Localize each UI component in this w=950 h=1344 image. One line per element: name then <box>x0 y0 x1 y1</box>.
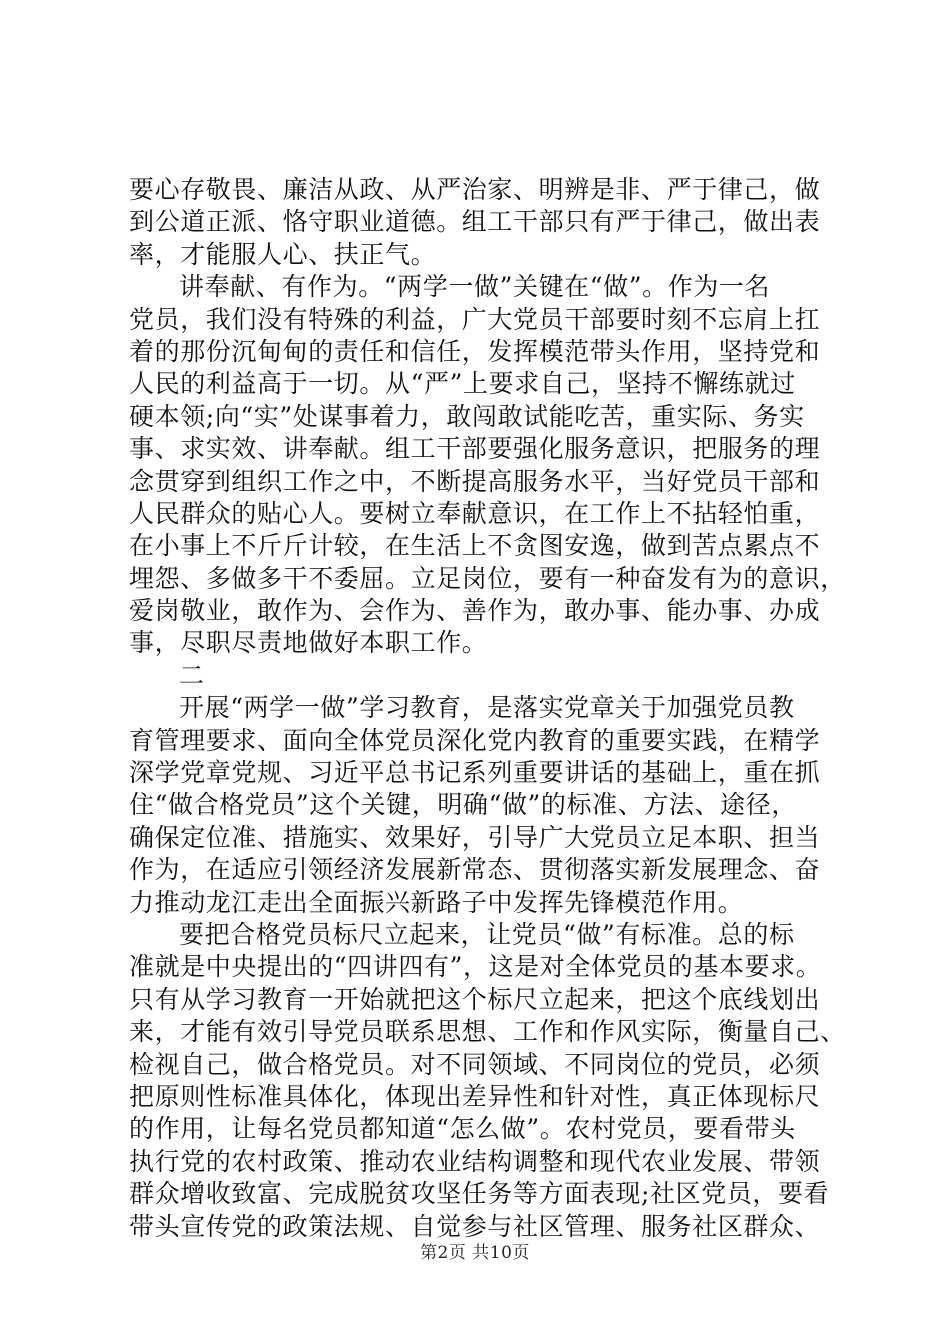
text-line: 爱岗敬业，敢作为、会作为、善作为，敢办事、能办事、办成 <box>129 596 821 626</box>
text-line: 准就是中央提出的“四讲四有”，这是对全体党员的基本要求。 <box>129 952 822 982</box>
text-line: 住“做合格党员”这个关键，明确“做”的标准、方法、途径， <box>129 790 797 820</box>
text-line: 到公道正派、恪守职业道德。组工干部只有严于律己，做出表 <box>129 207 821 237</box>
text-line: 只有从学习教育一开始就把这个标尺立起来，把这个底线划出 <box>129 984 821 1014</box>
text-line: 硬本领;向“实”处谋事着力，敢闯敢试能吃苦，重实际、务实 <box>129 401 805 431</box>
text-line: 人民群众的贴心人。要树立奉献意识，在工作上不拈轻怕重， <box>129 498 821 528</box>
text-line: 力推动龙江走出全面振兴新路子中发挥先锋模范作用。 <box>129 887 744 917</box>
body-text <box>129 174 846 1243</box>
text-line: 要心存敬畏、廉洁从政、从严治家、明辨是非、严于律己，做 <box>129 175 821 204</box>
text-line: 作为，在适应引领经济发展新常态、贯彻落实新发展理念、奋 <box>129 855 821 885</box>
text-line: 事，尽职尽责地做好本职工作。 <box>129 628 488 658</box>
text-line: 二 <box>179 660 205 690</box>
text-line: 要把合格党员标尺立起来，让党员“做”有标准。总的标 <box>179 919 795 949</box>
text-line: 来，才能有效引导党员联系思想、工作和作风实际，衡量自己、 <box>129 1017 846 1047</box>
text-line: 讲奉献、有作为。“两学一做”关键在“做”。作为一名 <box>179 272 771 302</box>
text-line: 事、求实效、讲奉献。组工干部要强化服务意识，把服务的理 <box>129 434 821 464</box>
text-line: 深学党章党规、习近平总书记系列重要讲话的基础上，重在抓 <box>129 758 821 788</box>
text-line: 率，才能服人心、扶正气。 <box>129 239 437 269</box>
text-line: 着的那份沉甸甸的责任和信任，发挥模范带头作用，坚持党和 <box>129 336 821 366</box>
text-line: 人民的利益高于一切。从“严”上要求自己，坚持不懈练就过 <box>129 369 796 399</box>
text-line: 开展“两学一做”学习教育，是落实党章关于加强党员教 <box>179 693 795 723</box>
text-line: 确保定位准、措施实、效果好，引导广大党员立足本职、担当 <box>129 822 821 852</box>
text-line: 育管理要求、面向全体党员深化党内教育的重要实践，在精学 <box>129 725 821 755</box>
text-line: 埋怨、多做多干不委屈。立足岗位，要有一种奋发有为的意识， <box>129 563 846 593</box>
text-line: 带头宣传党的政策法规、自觉参与社区管理、服务社区群众、 <box>129 1211 821 1241</box>
text-line: 群众增收致富、完成脱贫攻坚任务等方面表现;社区党员，要看 <box>129 1179 830 1209</box>
text-line: 检视自己，做合格党员。对不同领域、不同岗位的党员，必须 <box>129 1049 821 1079</box>
text-line: 把原则性标准具体化，体现出差异性和针对性，真正体现标尺 <box>129 1081 821 1111</box>
text-line: 党员，我们没有特殊的利益，广大党员干部要时刻不忘肩上扛 <box>129 304 821 334</box>
text-line: 念贯穿到组织工作之中，不断提高服务水平，当好党员干部和 <box>129 466 821 496</box>
text-line: 的作用，让每名党员都知道“怎么做”。农村党员，要看带头 <box>129 1114 796 1144</box>
text-line: 执行党的农村政策、推动农业结构调整和现代农业发展、带领 <box>129 1146 821 1176</box>
page-footer: 第2页 共10页 <box>420 1243 530 1263</box>
text-line: 在小事上不斤斤计较，在生活上不贪图安逸，做到苦点累点不 <box>129 531 821 561</box>
